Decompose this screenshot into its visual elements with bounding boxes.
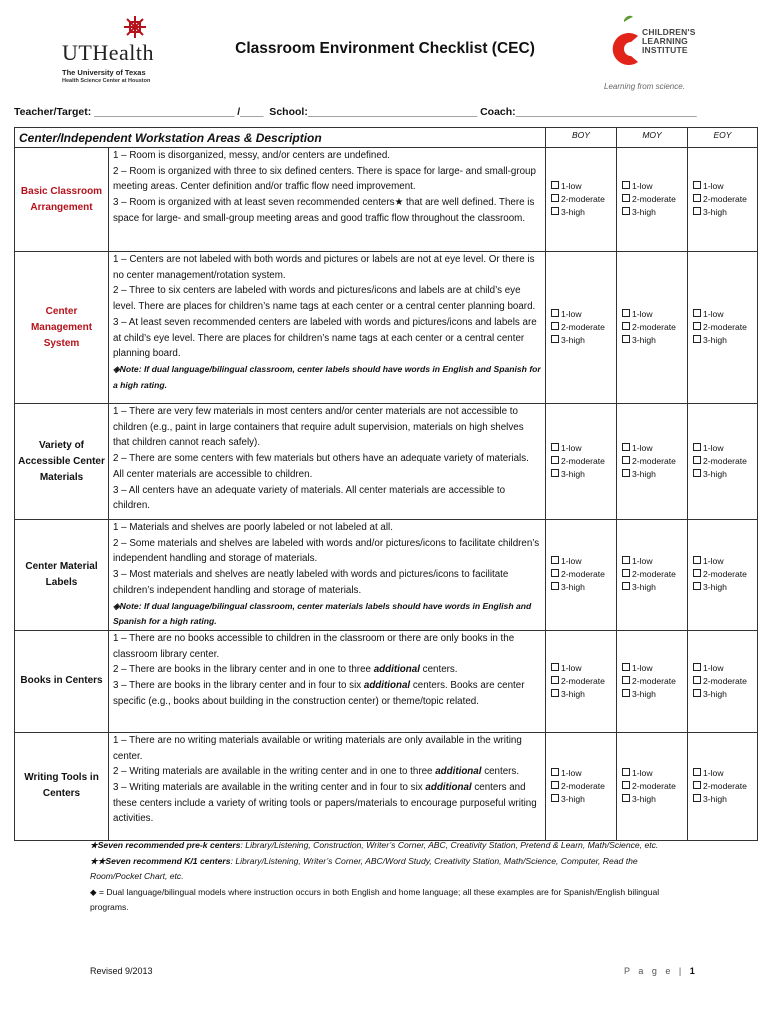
checkbox-icon[interactable] bbox=[693, 443, 701, 451]
checkbox-icon[interactable] bbox=[693, 322, 701, 330]
prek-centers-label: ★Seven recommended pre-k centers bbox=[90, 840, 241, 850]
rating-option[interactable] bbox=[622, 581, 687, 594]
area-name: Writing Tools in Centers bbox=[15, 732, 109, 840]
rating-label: 3-high bbox=[632, 582, 656, 593]
checkbox-icon[interactable] bbox=[551, 556, 559, 564]
checkbox-icon[interactable] bbox=[693, 207, 701, 215]
criterion-line: 1 – There are no writing materials available or writing materials are only available in the writing center. bbox=[113, 734, 522, 762]
recommended-centers-note bbox=[90, 838, 690, 885]
page-indicator bbox=[624, 966, 695, 976]
cli-c-icon bbox=[600, 14, 644, 74]
dual-language-note: ◈Note: If dual language/bilingual classroom, center labels should have words in English and Spanish for a high rating. bbox=[113, 363, 541, 390]
checkbox-icon[interactable] bbox=[622, 582, 630, 590]
rating-label: 3-high bbox=[703, 207, 727, 217]
checkbox-icon[interactable] bbox=[622, 569, 630, 577]
rating-label: 2-moderate bbox=[632, 780, 676, 791]
criterion-line: 3 – Room is organized with at least seven recommended centers★ that are well defined. There is space for large- and small-group meeting areas and good traffic flow throughout the classroom. bbox=[113, 197, 535, 224]
rating-label: 2-moderate bbox=[561, 456, 605, 466]
checkbox-icon[interactable] bbox=[693, 582, 701, 590]
rating-label: 1-low bbox=[703, 309, 724, 319]
criterion-line: 2 – Some materials and shelves are labeled with words and/or pictures/icons to facilitate children’s independent handling and storage of materials. bbox=[113, 537, 540, 565]
k1-centers-list: : Library/Listening, Writer’s Corner, ABC/Word Study, Creativity Station, Math/Science, Computer, Read the Room/Pocket Chart, etc. bbox=[90, 855, 638, 881]
rating-cell-moy bbox=[617, 732, 688, 840]
uthealth-mark-icon bbox=[122, 14, 148, 40]
rating-label: 1-low bbox=[561, 662, 582, 673]
checkbox-icon[interactable] bbox=[551, 335, 559, 343]
rating-option[interactable] bbox=[622, 793, 687, 806]
checkbox-icon[interactable] bbox=[693, 335, 701, 343]
table-row bbox=[15, 630, 758, 732]
rating-label: 2-moderate bbox=[632, 675, 676, 686]
criterion-line: 2 – There are some centers with few materials but others have an adequate variety of materials. All center materials are accessible to children. bbox=[113, 453, 529, 480]
rating-label: 2-moderate bbox=[632, 569, 676, 580]
checkbox-icon[interactable] bbox=[693, 768, 701, 776]
rating-option[interactable] bbox=[693, 468, 757, 481]
criterion-line: 1 – Room is disorganized, messy, and/or centers are undefined. bbox=[113, 150, 391, 161]
rating-label: 3-high bbox=[703, 688, 727, 699]
rating-label: 2-moderate bbox=[632, 194, 676, 204]
rating-option[interactable] bbox=[693, 568, 757, 581]
table-row bbox=[15, 148, 758, 252]
rating-label: 2-moderate bbox=[561, 780, 605, 791]
rating-option[interactable] bbox=[693, 180, 757, 193]
criterion-line: 2 – Room is organized with three to six defined centers. There is space for large- and small-group meeting areas. Center definition and/or traffic flow need improvement. bbox=[113, 165, 536, 193]
rating-option[interactable] bbox=[551, 675, 616, 688]
rating-label: 3-high bbox=[703, 582, 727, 593]
checkbox-icon[interactable] bbox=[622, 456, 630, 464]
rating-option[interactable] bbox=[693, 555, 757, 568]
rating-option[interactable] bbox=[551, 321, 616, 334]
rating-option[interactable] bbox=[622, 767, 687, 780]
criterion-line: 3 – All centers have an adequate variety of materials. All center materials are accessible to children. bbox=[113, 484, 506, 512]
rating-label: 2-moderate bbox=[561, 322, 605, 332]
checkbox-icon[interactable] bbox=[693, 794, 701, 802]
rating-label: 2-moderate bbox=[632, 456, 676, 466]
rating-option[interactable] bbox=[551, 688, 616, 701]
rating-option[interactable] bbox=[693, 321, 757, 334]
criterion-line: 3 – Writing materials are available in the writing center and in four to six additional centers and these centers include a variety of writing tools or papers/materials to encourage purposeful writing activities. bbox=[113, 782, 537, 825]
checkbox-icon[interactable] bbox=[622, 768, 630, 776]
rating-label: 1-low bbox=[561, 556, 582, 567]
rating-option[interactable] bbox=[551, 308, 616, 321]
checkbox-icon[interactable] bbox=[551, 469, 559, 477]
rating-cell-moy bbox=[617, 630, 688, 732]
rating-label: 1-low bbox=[632, 309, 653, 319]
rating-label: 3-high bbox=[561, 688, 585, 699]
checkbox-icon[interactable] bbox=[693, 556, 701, 564]
rating-option[interactable] bbox=[622, 675, 687, 688]
checkbox-icon[interactable] bbox=[622, 556, 630, 564]
rating-label: 1-low bbox=[561, 443, 582, 453]
table-row bbox=[15, 520, 758, 631]
area-name: Center Material Labels bbox=[15, 520, 109, 631]
rating-label: 3-high bbox=[703, 469, 727, 479]
rating-option[interactable] bbox=[622, 308, 687, 321]
area-name: Basic Classroom Arrangement bbox=[15, 148, 109, 252]
dual-language-note: ◆ = Dual language/bilingual models where instruction occurs in both English and home language; all these examples are for Spanish/English bilingual programs. bbox=[90, 886, 660, 912]
rating-option[interactable] bbox=[551, 455, 616, 468]
rating-label: 3-high bbox=[632, 207, 656, 217]
checkbox-icon[interactable] bbox=[551, 794, 559, 802]
rating-option[interactable] bbox=[551, 780, 616, 793]
document-title: Classroom Environment Checklist (CEC) bbox=[235, 40, 535, 57]
checkbox-icon[interactable] bbox=[693, 309, 701, 317]
rating-label: 3-high bbox=[561, 793, 585, 804]
rating-option[interactable] bbox=[551, 442, 616, 455]
rating-cell-boy bbox=[546, 732, 617, 840]
rating-option[interactable] bbox=[551, 206, 616, 219]
rating-label: 2-moderate bbox=[703, 322, 747, 332]
rating-option[interactable] bbox=[693, 793, 757, 806]
area-name: Center Management System bbox=[15, 252, 109, 404]
rating-option[interactable] bbox=[693, 767, 757, 780]
criterion-line: 2 – Three to six centers are labeled with words and pictures/icons and labels are at child’s eye level. There are places for children’s name tags at each center or a central center planning board. bbox=[113, 285, 536, 313]
rating-option[interactable] bbox=[551, 767, 616, 780]
rating-label: 2-moderate bbox=[703, 456, 747, 466]
checkbox-icon[interactable] bbox=[551, 569, 559, 577]
rating-label: 2-moderate bbox=[561, 569, 605, 580]
checkbox-icon[interactable] bbox=[551, 456, 559, 464]
rating-option[interactable] bbox=[693, 308, 757, 321]
description-header: Center/Independent Workstation Areas & Description bbox=[15, 128, 546, 148]
rating-option[interactable] bbox=[622, 468, 687, 481]
rating-label: 3-high bbox=[561, 207, 585, 217]
cli-tagline: Learning from science. bbox=[604, 82, 685, 91]
rating-label: 2-moderate bbox=[703, 569, 747, 580]
rating-label: 2-moderate bbox=[632, 322, 676, 332]
rating-label: 2-moderate bbox=[703, 780, 747, 791]
criterion-line: 3 – Most materials and shelves are neatly labeled with words and pictures/icons to facilitate children’s independent handling and storage of materials. bbox=[113, 569, 509, 596]
checkbox-icon[interactable] bbox=[622, 663, 630, 671]
criterion-line: 1 – Centers are not labeled with both words and pictures or labels are not at eye level. Or there is no center management/rotation system. bbox=[113, 254, 535, 281]
rating-label: 3-high bbox=[703, 793, 727, 804]
criterion-line: 1 – There are very few materials in most centers and/or center materials are not accessible to children (e.g., paint in large containers that require adult supervision, materials on high shelves that children cannot reach safely). bbox=[113, 406, 524, 449]
cli-name-line: CHILDREN'S bbox=[642, 27, 696, 37]
checkbox-icon[interactable] bbox=[551, 309, 559, 317]
rating-label: 2-moderate bbox=[703, 675, 747, 686]
rating-option[interactable] bbox=[622, 568, 687, 581]
rating-label: 1-low bbox=[703, 767, 724, 778]
rating-label: 1-low bbox=[703, 556, 724, 567]
rating-cell-eoy bbox=[688, 252, 758, 404]
cli-name bbox=[642, 28, 696, 55]
rating-option[interactable] bbox=[622, 780, 687, 793]
checkbox-icon[interactable] bbox=[693, 194, 701, 202]
rating-option[interactable] bbox=[622, 321, 687, 334]
rating-option[interactable] bbox=[622, 193, 687, 206]
checkbox-icon[interactable] bbox=[622, 309, 630, 317]
criterion-line: 2 – Writing materials are available in the writing center and in one to three additional centers. bbox=[113, 766, 520, 778]
checkbox-icon[interactable] bbox=[622, 207, 630, 215]
rating-option[interactable] bbox=[551, 662, 616, 675]
checkbox-icon[interactable] bbox=[622, 443, 630, 451]
rating-label: 1-low bbox=[561, 181, 582, 191]
checkbox-icon[interactable] bbox=[693, 469, 701, 477]
rating-option[interactable] bbox=[551, 468, 616, 481]
rating-option[interactable] bbox=[551, 334, 616, 347]
checkbox-icon[interactable] bbox=[551, 676, 559, 684]
revised-date: Revised 9/2013 bbox=[90, 966, 153, 976]
table-row bbox=[15, 404, 758, 520]
rating-cell-moy bbox=[617, 148, 688, 252]
uthealth-line2: Health Science Center at Houston bbox=[62, 78, 151, 84]
checkbox-icon[interactable] bbox=[551, 781, 559, 789]
area-description bbox=[109, 732, 546, 840]
table-header-row bbox=[15, 128, 758, 148]
rating-label: 3-high bbox=[632, 793, 656, 804]
rating-label: 1-low bbox=[703, 181, 724, 191]
rating-label: 3-high bbox=[703, 335, 727, 345]
rating-label: 2-moderate bbox=[561, 194, 605, 204]
rating-cell-eoy bbox=[688, 732, 758, 840]
checkbox-icon[interactable] bbox=[551, 663, 559, 671]
rating-label: 1-low bbox=[632, 556, 653, 567]
checkbox-icon[interactable] bbox=[551, 689, 559, 697]
table-row bbox=[15, 732, 758, 840]
checkbox-icon[interactable] bbox=[693, 181, 701, 189]
checkbox-icon[interactable] bbox=[622, 335, 630, 343]
checklist-table bbox=[14, 127, 758, 841]
rating-label: 2-moderate bbox=[561, 675, 605, 686]
rating-label: 3-high bbox=[632, 335, 656, 345]
rating-option[interactable] bbox=[622, 206, 687, 219]
rating-option[interactable] bbox=[693, 780, 757, 793]
cli-name-line: INSTITUTE bbox=[642, 45, 688, 55]
checkbox-icon[interactable] bbox=[551, 181, 559, 189]
checkbox-icon[interactable] bbox=[693, 781, 701, 789]
rating-cell-boy bbox=[546, 520, 617, 631]
rating-option[interactable] bbox=[551, 793, 616, 806]
teacher-school-coach-line: Teacher/Target: ________________________ /____ School:_____________________________ Coach:_______________________________ bbox=[14, 106, 697, 118]
checkbox-icon[interactable] bbox=[622, 676, 630, 684]
area-description bbox=[109, 404, 546, 520]
checkbox-icon[interactable] bbox=[551, 207, 559, 215]
rating-option[interactable] bbox=[622, 334, 687, 347]
rating-option[interactable] bbox=[622, 180, 687, 193]
checkbox-icon[interactable] bbox=[693, 456, 701, 464]
rating-label: 2-moderate bbox=[703, 194, 747, 204]
table-row bbox=[15, 252, 758, 404]
rating-label: 1-low bbox=[703, 662, 724, 673]
prek-centers-list: : Library/Listening, Construction, Writer’s Corner, ABC, Creativity Station, Pretend & Learn, Math/Science, etc. bbox=[240, 840, 659, 850]
criterion-line: 2 – There are books in the library center and in one to three additional centers. bbox=[113, 664, 458, 676]
rating-label: 1-low bbox=[703, 443, 724, 453]
rating-label: 1-low bbox=[632, 443, 653, 453]
rating-cell-moy bbox=[617, 520, 688, 631]
period-header-moy: MOY bbox=[617, 128, 688, 148]
rating-cell-eoy bbox=[688, 630, 758, 732]
rating-cell-moy bbox=[617, 404, 688, 520]
rating-label: 3-high bbox=[561, 335, 585, 345]
rating-cell-eoy bbox=[688, 148, 758, 252]
checkbox-icon[interactable] bbox=[551, 322, 559, 330]
rating-option[interactable] bbox=[622, 442, 687, 455]
rating-option[interactable] bbox=[693, 455, 757, 468]
rating-option[interactable] bbox=[551, 555, 616, 568]
rating-label: 3-high bbox=[561, 582, 585, 593]
rating-cell-boy bbox=[546, 148, 617, 252]
area-name: Variety of Accessible Center Materials bbox=[15, 404, 109, 520]
period-header-eoy: EOY bbox=[688, 128, 758, 148]
checkbox-icon[interactable] bbox=[622, 181, 630, 189]
rating-option[interactable] bbox=[622, 662, 687, 675]
checkbox-icon[interactable] bbox=[693, 663, 701, 671]
rating-label: 1-low bbox=[632, 767, 653, 778]
rating-option[interactable] bbox=[551, 193, 616, 206]
footnotes bbox=[90, 838, 690, 916]
area-description bbox=[109, 630, 546, 732]
rating-option[interactable] bbox=[693, 193, 757, 206]
checkbox-icon[interactable] bbox=[693, 569, 701, 577]
rating-cell-boy bbox=[546, 252, 617, 404]
rating-option[interactable] bbox=[693, 675, 757, 688]
page-label: P a g e | bbox=[624, 966, 685, 976]
rating-label: 1-low bbox=[632, 181, 653, 191]
criterion-line: 3 – There are books in the library center and in four to six additional centers. Books are center specific (e.g., books about building in the construction center) or theme/topic related. bbox=[113, 680, 525, 707]
cli-name-line: LEARNING bbox=[642, 36, 688, 46]
rating-cell-eoy bbox=[688, 520, 758, 631]
rating-label: 3-high bbox=[632, 688, 656, 699]
k1-centers-label: ★★Seven recommend K/1 centers bbox=[90, 855, 231, 866]
checkbox-icon[interactable] bbox=[622, 322, 630, 330]
area-name: Books in Centers bbox=[15, 630, 109, 732]
period-header-boy: BOY bbox=[546, 128, 617, 148]
rating-label: 3-high bbox=[561, 469, 585, 479]
rating-option[interactable] bbox=[693, 206, 757, 219]
rating-label: 1-low bbox=[561, 309, 582, 319]
rating-option[interactable] bbox=[551, 180, 616, 193]
rating-option[interactable] bbox=[551, 581, 616, 594]
checkbox-icon[interactable] bbox=[693, 689, 701, 697]
rating-cell-boy bbox=[546, 404, 617, 520]
rating-cell-boy bbox=[546, 630, 617, 732]
checkbox-icon[interactable] bbox=[622, 794, 630, 802]
page-number: 1 bbox=[689, 966, 695, 976]
dual-language-note: ◈Note: If dual language/bilingual classroom, center materials labels should have words in English and Spanish for a high rating. bbox=[113, 600, 532, 627]
rating-option[interactable] bbox=[693, 688, 757, 701]
checkbox-icon[interactable] bbox=[551, 443, 559, 451]
rating-cell-moy bbox=[617, 252, 688, 404]
rating-option[interactable] bbox=[693, 662, 757, 675]
checkbox-icon[interactable] bbox=[622, 194, 630, 202]
checkbox-icon[interactable] bbox=[622, 781, 630, 789]
rating-label: 3-high bbox=[632, 469, 656, 479]
checkbox-icon[interactable] bbox=[693, 676, 701, 684]
rating-option[interactable] bbox=[622, 455, 687, 468]
rating-option[interactable] bbox=[622, 555, 687, 568]
checkbox-icon[interactable] bbox=[551, 194, 559, 202]
criterion-line: 3 – At least seven recommended centers are labeled with words and pictures/icons and labels are at child’s eye level. There are places for children’s name tags at each center or a central center planning board. bbox=[113, 316, 537, 360]
rating-option[interactable] bbox=[693, 334, 757, 347]
checkbox-icon[interactable] bbox=[551, 582, 559, 590]
area-description bbox=[109, 148, 546, 252]
checkbox-icon[interactable] bbox=[622, 469, 630, 477]
rating-label: 1-low bbox=[561, 767, 582, 778]
rating-label: 1-low bbox=[632, 662, 653, 673]
area-description bbox=[109, 520, 546, 631]
checkbox-icon[interactable] bbox=[622, 689, 630, 697]
rating-option[interactable] bbox=[551, 568, 616, 581]
rating-option[interactable] bbox=[622, 688, 687, 701]
uthealth-line1: The University of Texas bbox=[62, 68, 146, 77]
cli-logo bbox=[600, 14, 718, 91]
rating-option[interactable] bbox=[693, 581, 757, 594]
area-description bbox=[109, 252, 546, 404]
criterion-line: 1 – There are no books accessible to children in the classroom or there are only books in the classroom library center. bbox=[113, 632, 515, 660]
rating-option[interactable] bbox=[693, 442, 757, 455]
uthealth-logo bbox=[62, 14, 180, 88]
rating-cell-eoy bbox=[688, 404, 758, 520]
checkbox-icon[interactable] bbox=[551, 768, 559, 776]
criterion-line: 1 – Materials and shelves are poorly labeled or not labeled at all. bbox=[113, 522, 393, 533]
uthealth-name: UTHealth bbox=[62, 40, 154, 65]
